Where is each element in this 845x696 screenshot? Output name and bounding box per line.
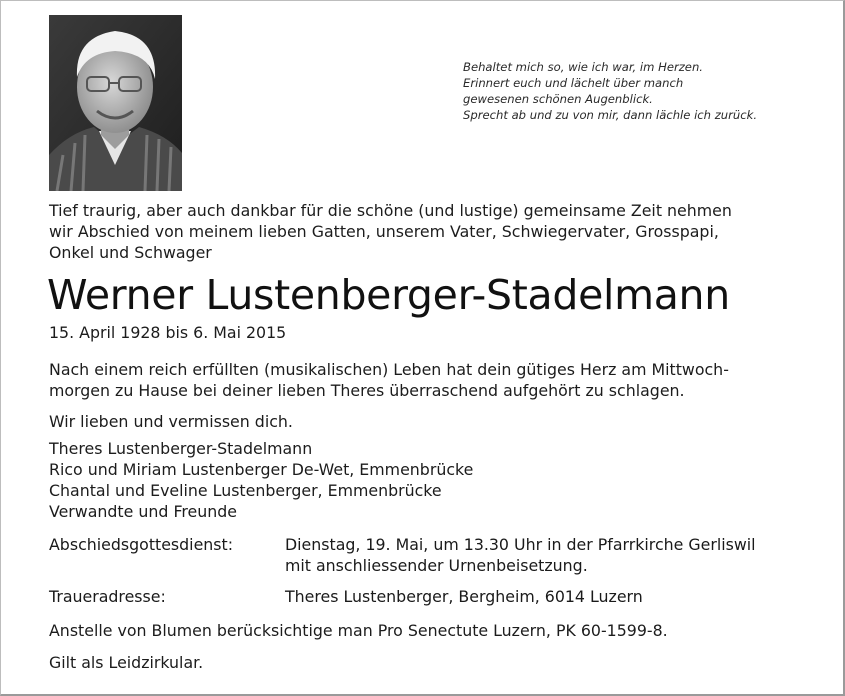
message-line: morgen zu Hause bei deiner lieben Theres überraschend aufgehört zu schlagen. bbox=[49, 381, 685, 400]
family-member: Theres Lustenberger-Stadelmann bbox=[49, 439, 313, 458]
love-line: Wir lieben und vermissen dich. bbox=[49, 412, 293, 431]
donation-note: Anstelle von Blumen berücksichtige man Pro Senectute Luzern, PK 60-1599-8. bbox=[49, 621, 668, 640]
intro-text bbox=[49, 200, 809, 263]
life-dates: 15. April 1928 bis 6. Mai 2015 bbox=[49, 323, 287, 342]
circular-note: Gilt als Leidzirkular. bbox=[49, 653, 204, 672]
service-label: Abschiedsgottesdienst: bbox=[49, 535, 234, 554]
family-member: Chantal und Eveline Lustenberger, Emmenbrücke bbox=[49, 481, 442, 500]
portrait-photo bbox=[49, 15, 182, 191]
deceased-name: Werner Lustenberger-Stadelmann bbox=[47, 271, 730, 319]
message-line: Nach einem reich erfüllten (musikalischen) Leben hat dein gütiges Herz am Mittwoch- bbox=[49, 360, 729, 379]
message-text bbox=[49, 359, 729, 401]
intro-line: wir Abschied von meinem lieben Gatten, unserem Vater, Schwiegervater, Grosspapi, bbox=[49, 222, 719, 241]
poem-line: gewesenen schönen Augenblick. bbox=[463, 92, 653, 106]
intro-line: Tief traurig, aber auch dankbar für die schöne (und lustige) gemeinsame Zeit nehmen bbox=[49, 201, 732, 220]
service-line: mit anschliessender Urnenbeisetzung. bbox=[285, 556, 588, 575]
address-label: Traueradresse: bbox=[49, 587, 166, 606]
intro-line: Onkel und Schwager bbox=[49, 243, 212, 262]
poem-quote bbox=[463, 59, 833, 123]
family-list bbox=[49, 438, 473, 522]
poem-line: Erinnert euch und lächelt über manch bbox=[463, 76, 684, 90]
family-member: Verwandte und Freunde bbox=[49, 502, 238, 521]
family-member: Rico und Miriam Lustenberger De-Wet, Emmenbrücke bbox=[49, 460, 474, 479]
poem-line: Sprecht ab und zu von mir, dann lächle ich zurück. bbox=[463, 108, 758, 122]
service-value bbox=[285, 534, 756, 576]
service-line: Dienstag, 19. Mai, um 13.30 Uhr in der Pfarrkirche Gerliswil bbox=[285, 535, 756, 554]
poem-line: Behaltet mich so, wie ich war, im Herzen. bbox=[463, 60, 703, 74]
address-value: Theres Lustenberger, Bergheim, 6014 Luzern bbox=[285, 587, 643, 606]
